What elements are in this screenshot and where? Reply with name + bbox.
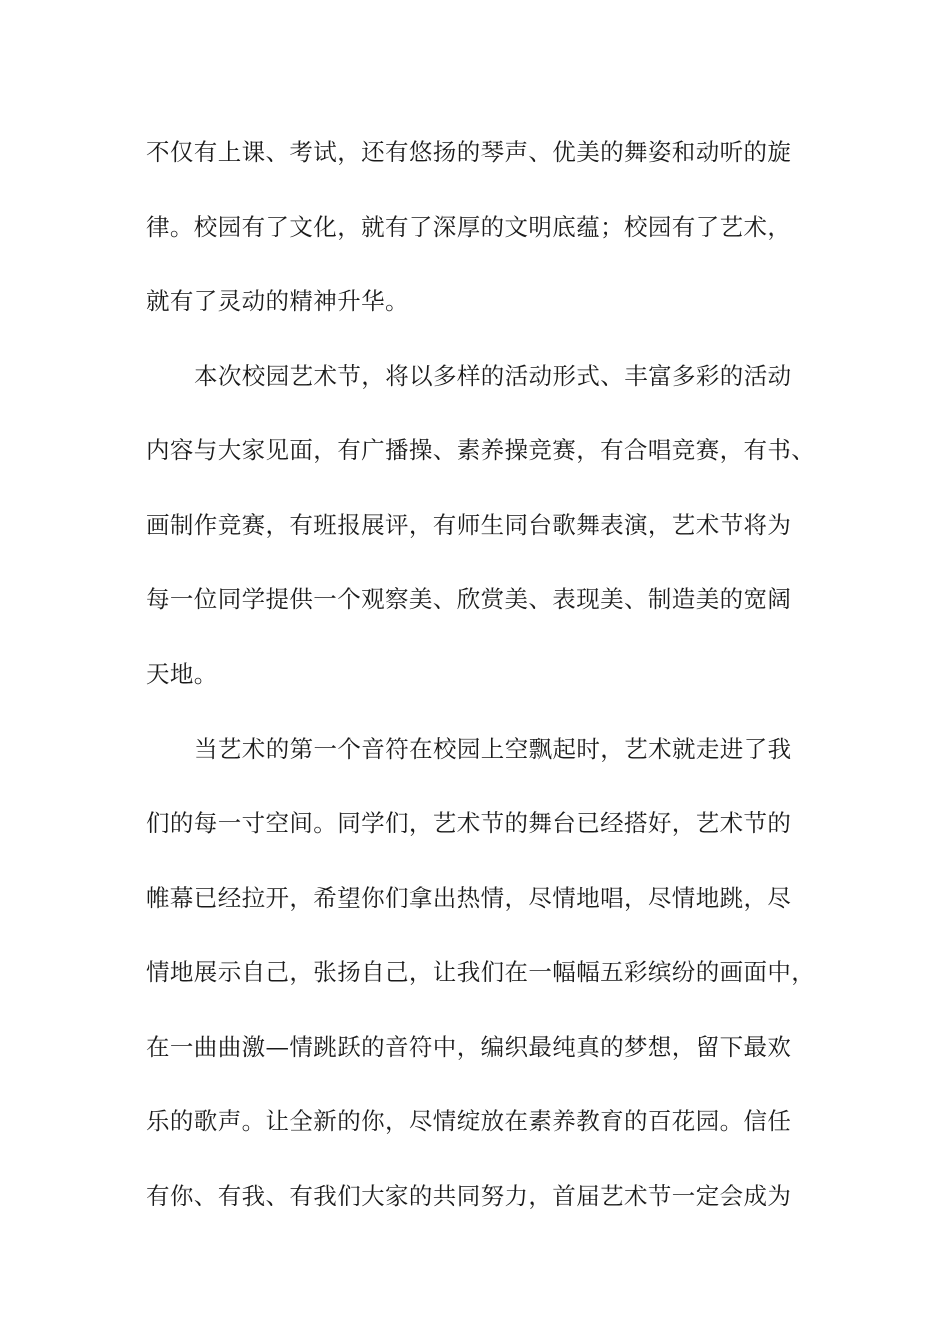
- text-line: 就有了灵动的精神升华。: [146, 287, 409, 315]
- text-line: 在一曲曲激—情跳跃的音符中，编织最纯真的梦想，留下最欢: [146, 1033, 792, 1061]
- text-line: 乐的歌声。让全新的你，尽情绽放在素养教育的百花园。信任: [146, 1107, 792, 1135]
- text-line: 情地展示自己，张扬自己，让我们在一幅幅五彩缤纷的画面中，: [146, 958, 816, 986]
- text-line: 们的每一寸空间。同学们，艺术节的舞台已经搭好，艺术节的: [146, 809, 792, 837]
- text-line: 每一位同学提供一个观察美、欣赏美、表现美、制造美的宽阔: [146, 585, 792, 613]
- text-line: 内容与大家见面，有广播操、素养操竞赛，有合唱竞赛，有书、: [146, 436, 816, 464]
- text-line: 帷幕已经拉开，希望你们拿出热情，尽情地唱，尽情地跳，尽: [146, 884, 792, 912]
- text-line: 律。校园有了文化，就有了深厚的文明底蕴；校园有了艺术，: [146, 213, 792, 241]
- text-line: 有你、有我、有我们大家的共同努力，首届艺术节一定会成为: [146, 1182, 792, 1210]
- paragraph-first-line: 本次校园艺术节，将以多样的活动形式、丰富多彩的活动: [194, 362, 792, 390]
- paragraph-first-line: 当艺术的第一个音符在校园上空飘起时，艺术就走进了我: [194, 735, 792, 763]
- text-line: 不仅有上课、考试，还有悠扬的琴声、优美的舞姿和动听的旋: [146, 138, 792, 166]
- text-line: 画制作竞赛，有班报展评，有师生同台歌舞表演，艺术节将为: [146, 511, 792, 539]
- text-line: 天地。: [146, 660, 218, 688]
